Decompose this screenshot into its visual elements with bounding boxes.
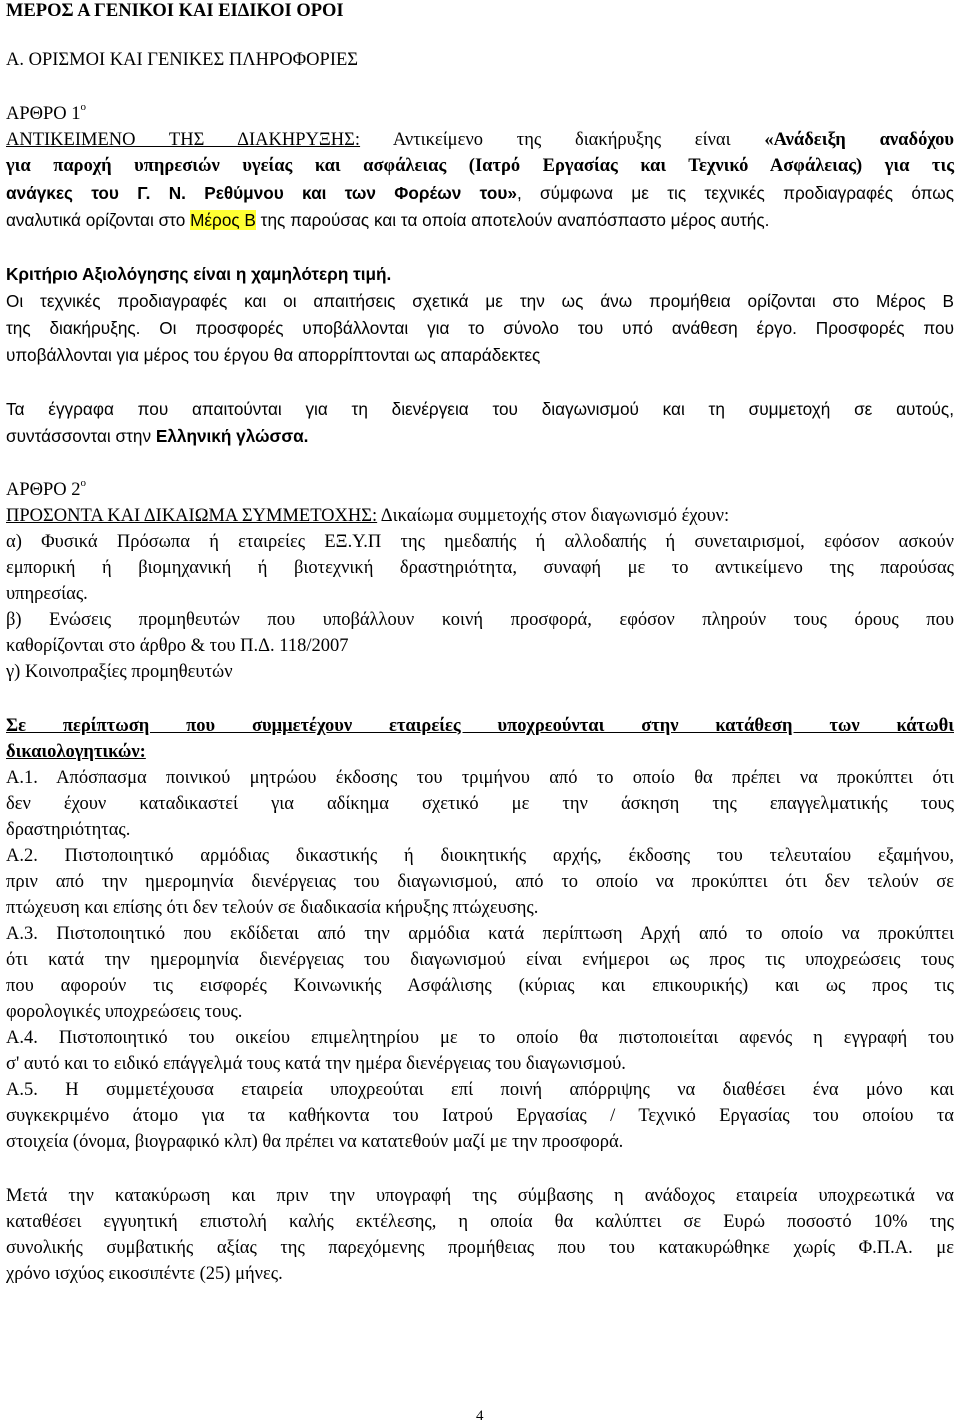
doc-a3-line-1: Α.3. Πιστοποιητικό που εκδίδεται από την αρμόδια κατά περίπτωση Αρχή από το οποίο να προκύπτει bbox=[6, 924, 954, 944]
award-criterion: Κριτήριο Αξιολόγησης είναι η χαμηλότερη τιμή. bbox=[6, 264, 392, 284]
article-1-line-3: ανάγκες του Γ. Ν. Ρεθύμνου και των Φορέων του», σύμφωνα με τις τεχνικές προδιαγραφές όπως bbox=[6, 183, 954, 203]
article-1-line-1: ΑΝΤΙΚΕΙΜΕΝΟ ΤΗΣ ΔΙΑΚΗΡΥΞΗΣ: Αντικείμενο της διακήρυξης είναι «Ανάδειξη αναδόχου bbox=[6, 130, 954, 150]
article-2-heading: ΑΡΘΡΟ $2^o$ bbox=[6, 476, 87, 500]
article-1-p2-line-1: Οι τεχνικές προδιαγραφές και οι απαιτήσεις σχετικά με την ως άνω προμήθεια ορίζονται στο Μέρος Β bbox=[6, 291, 954, 311]
part-title: ΜΕΡΟΣ Α ΓΕΝΙΚΟΙ ΚΑΙ ΕΙΔΙΚΟΙ ΟΡΟΙ bbox=[6, 1, 344, 21]
article-2-b-line-1: β) Ενώσεις προμηθευτών που υποβάλλουν κοινή προσφορά, εφόσον πληρούν τους όρους που bbox=[6, 610, 954, 630]
doc-a5-line-1: Α.5. Η συμμετέχουσα εταιρεία υποχρεούται επί ποινή απόρριψης να διαθέσει ένα μόνο και bbox=[6, 1080, 954, 1100]
subject-label: ΑΝΤΙΚΕΙΜΕΝΟ ΤΗΣ ΔΙΑΚΗΡΥΞΗΣ: bbox=[6, 130, 361, 150]
article-1-heading: ΑΡΘΡΟ $1^o$ bbox=[6, 100, 87, 124]
article-2-a-line-3: υπηρεσίας. bbox=[6, 584, 88, 604]
article-1-p3-line-2: συντάσσονται στην Ελληνική γλώσσα. bbox=[6, 426, 309, 446]
doc-a2-line-2: πριν από την ημερομηνία διενέργειας του διαγωνισμού, από το οποίο να προκύπτει ότι δεν τελούν σε bbox=[6, 872, 954, 892]
documents-heading-line-1: Σε περίπτωση που συμμετέχουν εταιρείες υποχρεούνται στην κατάθεση των κάτωθι bbox=[6, 716, 954, 736]
article-2-b-line-2: καθορίζονται στο άρθρο & του Π.Δ. 118/2007 bbox=[6, 636, 349, 656]
doc-a3-line-3: που αφορούν τις εισφορές Κοινωνικής Ασφάλισης (κύριας και επικουρικής) και ως προς τις bbox=[6, 976, 954, 996]
final-line-1: Μετά την κατακύρωση και πριν την υπογραφή της σύμβασης η ανάδοχος εταιρεία υποχρεωτικά να bbox=[6, 1186, 954, 1206]
doc-a1-line-3: δραστηριότητας. bbox=[6, 820, 131, 840]
doc-a3-line-2: ότι κατά την ημερομηνία διενέργειας του διαγωνισμού είναι ενήμεροι ως προς τις υποχρεώσεις τους bbox=[6, 950, 954, 970]
article-1-line-2: για παροχή υπηρεσιών υγείας και ασφάλειας (Ιατρό Εργασίας και Τεχνικό Ασφάλειας) για τις bbox=[6, 156, 954, 176]
final-line-4: χρόνο ισχύος εικοσιπέντε (25) μήνες. bbox=[6, 1264, 283, 1284]
doc-a1-line-2: δεν έχουν καταδικαστεί για αδίκημα σχετικό με την άσκηση της επαγγελματικής τους bbox=[6, 794, 954, 814]
doc-a1-line-1: Α.1. Απόσπασμα ποινικού μητρώου έκδοσης του τριμήνου από το οποίο θα πρέπει να προκύπτει ότι bbox=[6, 768, 954, 788]
eligibility-label: ΠΡΟΣΟΝΤΑ ΚΑΙ ΔΙΚΑΙΩΜΑ ΣΥΜΜΕΤΟΧΗΣ: bbox=[6, 506, 378, 526]
doc-a2-line-3: πτώχευση και επίσης ότι δεν τελούν σε διαδικασία κήρυξης πτώχευσης. bbox=[6, 898, 539, 918]
section-title: Α. ΟΡΙΣΜΟΙ ΚΑΙ ΓΕΝΙΚΕΣ ΠΛΗΡΟΦΟΡΙΕΣ bbox=[6, 50, 359, 70]
highlighted-part-b: Μέρος Β bbox=[190, 210, 256, 230]
article-2-line-1: ΠΡΟΣΟΝΤΑ ΚΑΙ ΔΙΚΑΙΩΜΑ ΣΥΜΜΕΤΟΧΗΣ: Δικαίωμα συμμετοχής στον διαγωνισμό έχουν: bbox=[6, 506, 730, 526]
doc-a4-line-2: σ' αυτό και το ειδικό επάγγελμά τους κατά την ημέρα διενέργειας του διαγωνισμού. bbox=[6, 1054, 626, 1074]
doc-a4-line-1: Α.4. Πιστοποιητικό του οικείου επιμελητηρίου με το οποίο θα πιστοποιείται αφενός η εγγραφή του bbox=[6, 1028, 954, 1048]
article-1-p2-line-2: της διακήρυξης. Οι προσφορές υποβάλλονται για το σύνολο του υπό ανάθεση έργο. Προσφορές που bbox=[6, 318, 954, 338]
article-1-p2-line-3: υποβάλλονται για μέρος του έργου θα απορρίπτονται ως απαράδεκτες bbox=[6, 345, 541, 365]
article-2-a-line-1: α) Φυσικά Πρόσωπα ή εταιρείες ΕΞ.Υ.Π της ημεδαπής ή αλλοδαπής ή συνεταιρισμοί, εφόσον ασκούν bbox=[6, 532, 954, 552]
final-line-2: καταθέσει εγγυητική επιστολή καλής εκτέλεσης, η οποία θα καλύπτει σε Ευρώ ποσοστό 10% της bbox=[6, 1212, 954, 1232]
article-2-a-line-2: εμπορική ή βιομηχανική ή βιοτεχνική δραστηριότητα, συναφή με το αντικείμενο της παρούσας bbox=[6, 558, 954, 578]
article-1-line-4: αναλυτικά ορίζονται στο Μέρος Β της παρούσας και τα οποία αποτελούν αναπόσπαστο μέρος αυτής. bbox=[6, 210, 770, 230]
doc-a5-line-3: στοιχεία (όνομα, βιογραφικό κλπ) θα πρέπει να κατατεθούν μαζί με την προσφορά. bbox=[6, 1132, 624, 1152]
doc-a5-line-2: συγκεκριμένο άτομο για τα καθήκοντα του Ιατρού Εργασίας / Τεχνικό Εργασίας του οποίου τα bbox=[6, 1106, 954, 1126]
article-2-c-line-1: γ) Κοινοπραξίες προμηθευτών bbox=[6, 662, 233, 682]
doc-a3-line-4: φορολογικές υποχρεώσεις τους. bbox=[6, 1002, 243, 1022]
doc-a2-line-1: Α.2. Πιστοποιητικό αρμόδιας δικαστικής ή διοικητικής αρχής, έκδοσης του τελευταίου εξαμήνου, bbox=[6, 846, 954, 866]
documents-heading-line-2: δικαιολογητικών: bbox=[6, 742, 146, 762]
page-number: 4 bbox=[476, 1408, 484, 1424]
final-line-3: συνολικής συμβατικής αξίας της παρεχόμενης προμήθειας που του κατακυρώθηκε χωρίς Φ.Π.Α. με bbox=[6, 1238, 954, 1258]
article-1-p3-line-1: Τα έγγραφα που απαιτούνται για τη διενέργεια του διαγωνισμού και τη συμμετοχή σε αυτούς, bbox=[6, 399, 954, 419]
